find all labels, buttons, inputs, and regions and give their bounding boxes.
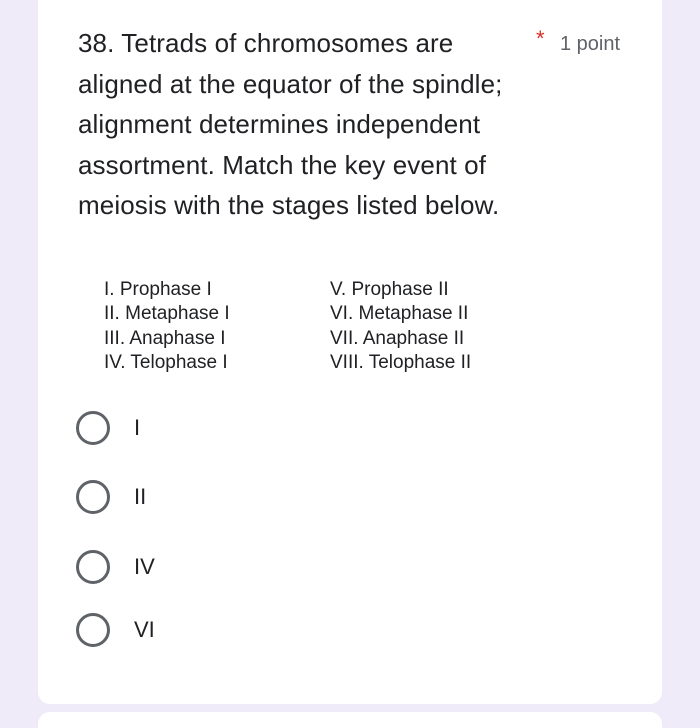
option-label: I — [134, 415, 141, 440]
stage-item: VIII. Telophase II — [330, 351, 472, 373]
radio-button[interactable] — [76, 480, 110, 514]
points-label: 1 point — [560, 33, 621, 55]
stage-item: V. Prophase II — [330, 279, 449, 300]
radio-button[interactable] — [76, 411, 110, 445]
required-asterisk: * — [536, 26, 545, 51]
radio-button[interactable] — [76, 613, 110, 647]
stage-item: II. Metaphase I — [104, 303, 230, 325]
stages-column-left — [104, 278, 230, 375]
option-label: IV — [134, 554, 155, 579]
stage-item: I. Prophase I — [104, 279, 212, 300]
question-text: 38. Tetrads of chromosomes are aligned at the equator of the spindle; alignment determines independent assortment. Match the key event of meiosis with the stages listed below. — [78, 28, 503, 220]
option-vi[interactable] — [76, 610, 155, 650]
option-iv[interactable] — [76, 547, 155, 587]
option-i[interactable] — [76, 408, 140, 448]
radio-button[interactable] — [76, 550, 110, 584]
option-label: VI — [134, 617, 155, 642]
stage-item: IV. Telophase I — [104, 351, 228, 373]
stages-column-right — [330, 278, 471, 375]
stage-item: VI. Metaphase II — [330, 303, 469, 325]
stage-item: III. Anaphase I — [104, 327, 226, 349]
option-label: II — [134, 484, 147, 509]
next-question-card — [38, 712, 662, 728]
stage-item: VII. Anaphase II — [330, 327, 465, 349]
option-ii[interactable] — [76, 477, 146, 517]
